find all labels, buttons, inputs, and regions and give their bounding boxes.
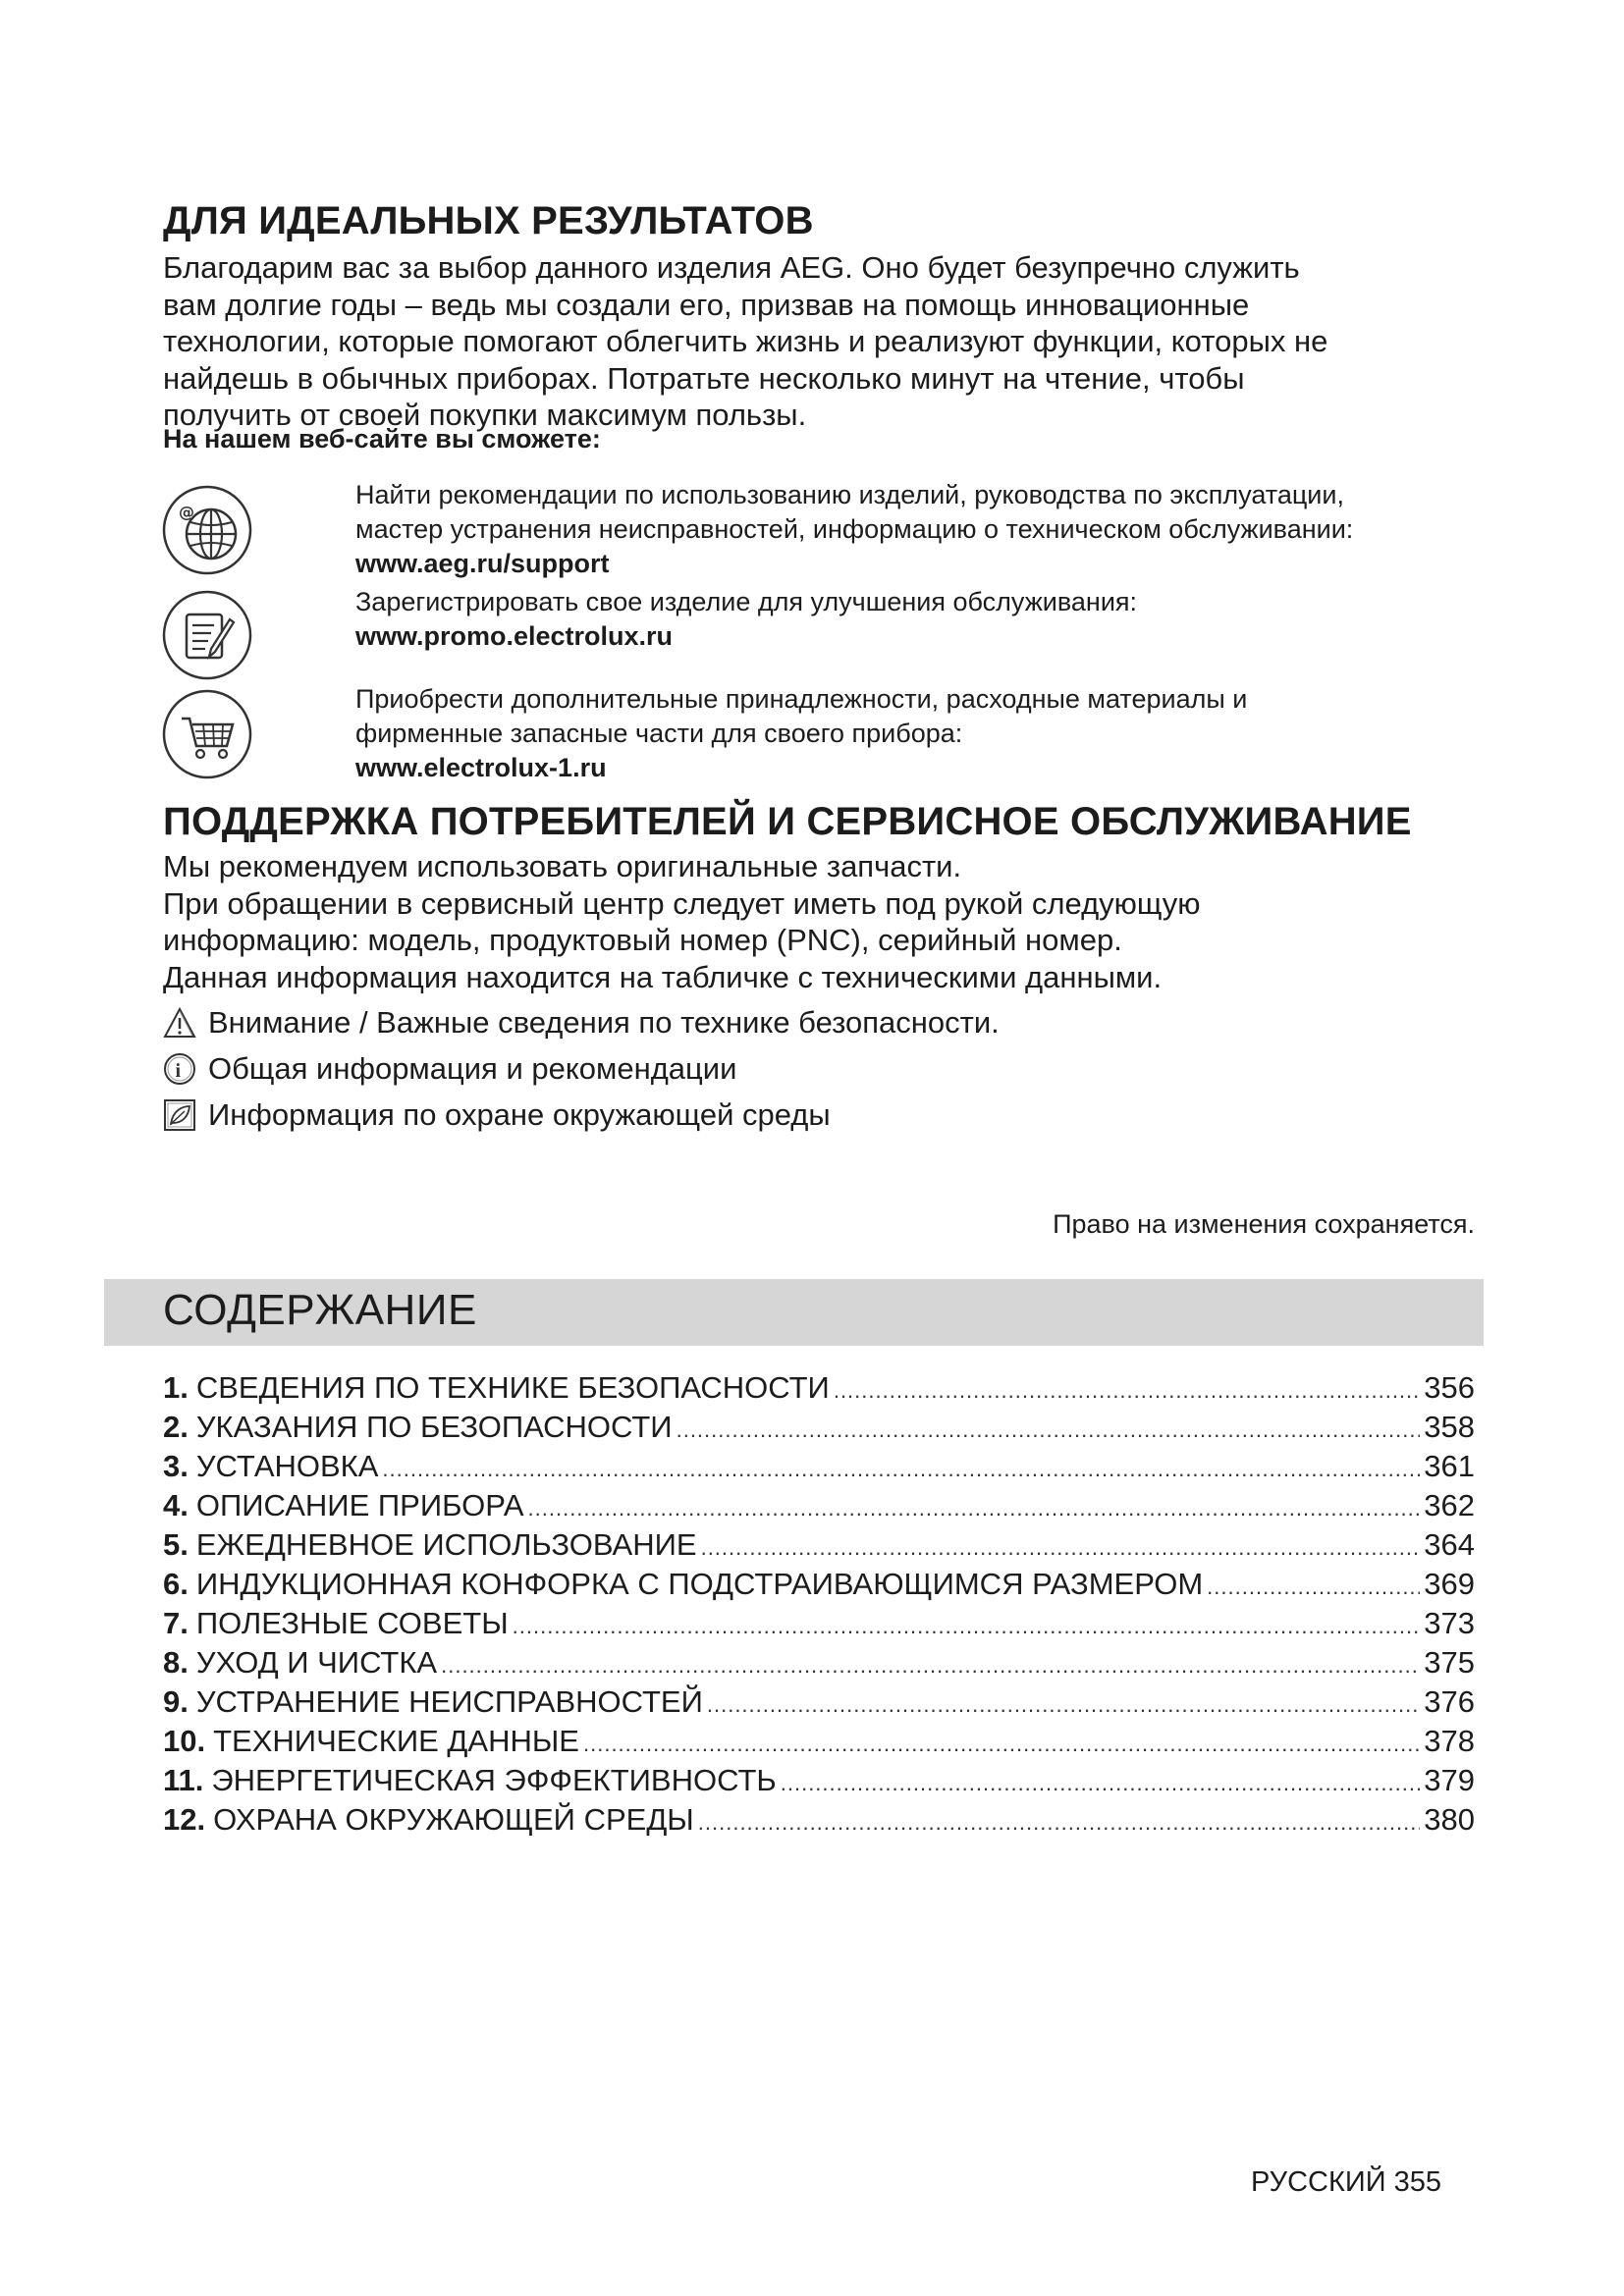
intro-line: технологии, которые помогают облегчить жизнь и реализуют функции, которых не [163,324,1328,358]
registration-form-icon [160,588,254,682]
toc-page: 362 [1424,1488,1475,1522]
toc-label: УКАЗАНИЯ ПО БЕЗОПАСНОСТИ [195,1410,673,1444]
toc-number: 1. [163,1370,189,1405]
toc-row[interactable] [163,1724,1475,1763]
toc-page: 361 [1424,1449,1475,1483]
website-item-text: Найти рекомендации по использованию изделий, руководства по эксплуатации, [355,480,1344,509]
shopping-cart-icon [160,687,254,781]
toc-row[interactable] [163,1370,1475,1410]
intro-paragraph [163,249,1327,434]
info-icon [163,1052,196,1086]
section-title-best-results: ДЛЯ ИДЕАЛЬНЫХ РЕЗУЛЬТАТОВ [163,199,814,242]
toc-row[interactable] [163,1567,1475,1606]
legend-warning-text: Внимание / Важные сведения по технике безопасности. [208,1005,1000,1040]
toc-label: ОПИСАНИЕ ПРИБОРА [195,1488,524,1522]
intro-line: вам долгие годы – ведь мы создали его, призвав на помощь инновационные [163,287,1250,322]
intro-line: Благодарим вас за выбор данного изделия AEG. Оно будет безупречно служить [163,250,1300,285]
website-item-text: фирменные запасные части для своего прибора: [355,719,963,748]
toc-label: ЕЖЕДНЕВНОЕ ИСПОЛЬЗОВАНИЕ [195,1527,697,1562]
toc-label: ПОЛЕЗНЫЕ СОВЕТЫ [195,1606,509,1640]
toc-page: 356 [1424,1370,1475,1405]
svg-text:@: @ [179,503,194,521]
toc-number: 5. [163,1527,189,1562]
page-footer: РУССКИЙ 355 [1250,2166,1441,2198]
toc-page: 358 [1424,1410,1475,1444]
toc-page: 364 [1424,1527,1475,1562]
section-title-support: ПОДДЕРЖКА ПОТРЕБИТЕЛЕЙ И СЕРВИСНОЕ ОБСЛУЖИВАНИЕ [163,800,1412,843]
website-item-text: мастер устранения неисправностей, информацию о техническом обслуживании: [355,514,1354,544]
legend-environment [163,1096,831,1134]
toc-row[interactable] [163,1802,1475,1842]
toc-label: УСТАНОВКА [195,1449,379,1483]
toc-number: 10. [163,1724,206,1758]
toc-row[interactable] [163,1763,1475,1802]
toc-label: УСТРАНЕНИЕ НЕИСПРАВНОСТЕЙ [195,1684,703,1719]
toc-number: 2. [163,1410,189,1444]
support-paragraph [163,848,1201,995]
website-item-support [355,478,1353,581]
toc-label: ИНДУКЦИОННАЯ КОНФОРКА С ПОДСТРАИВАЮЩИМСЯ РАЗМЕРОМ [195,1567,1204,1601]
toc-label: ТЕХНИЧЕСКИЕ ДАННЫЕ [213,1724,579,1758]
toc-page: 380 [1424,1802,1475,1837]
legend-info-text: Общая информация и рекомендации [208,1051,737,1086]
toc-number: 6. [163,1567,189,1601]
toc-number: 9. [163,1684,189,1719]
toc-number: 11. [163,1763,204,1797]
toc-page: 369 [1424,1567,1475,1601]
toc-number: 12. [163,1802,206,1837]
website-item-accessories [355,682,1247,785]
svg-text:i: i [175,1060,182,1082]
table-of-contents [163,1370,1475,1842]
toc-page: 376 [1424,1684,1475,1719]
warning-icon [163,1006,196,1040]
website-item-text: Приобрести дополнительные принадлежности, расходные материалы и [355,684,1248,714]
support-line: При обращении в сервисный центр следует иметь под рукой следующую [163,885,1201,921]
legend-info [163,1050,736,1088]
toc-row[interactable] [163,1488,1475,1527]
toc-label: УХОД И ЧИСТКА [195,1645,438,1680]
toc-number: 3. [163,1449,189,1483]
website-heading: На нашем веб-сайте вы сможете: [163,424,601,454]
toc-label: СВЕДЕНИЯ ПО ТЕХНИКЕ БЕЗОПАСНОСТИ [195,1370,830,1405]
leaf-icon [163,1098,196,1132]
toc-row[interactable] [163,1645,1475,1684]
website-item-text: Зарегистрировать свое изделие для улучшения обслуживания: [355,587,1138,616]
intro-line: найдешь в обычных приборах. Потратьте несколько минут на чтение, чтобы [163,360,1245,396]
toc-row[interactable] [163,1449,1475,1488]
toc-number: 7. [163,1606,189,1640]
toc-page: 378 [1424,1724,1475,1758]
support-line: Мы рекомендуем использовать оригинальные запчасти. [163,849,962,883]
toc-page: 379 [1424,1763,1475,1797]
intro-line: получить от своей покупки максимум пользы. [163,398,807,432]
toc-row[interactable] [163,1410,1475,1449]
toc-label: ЭНЕРГЕТИЧЕСКАЯ ЭФФЕКТИВНОСТЬ [211,1763,777,1797]
legend-environment-text: Информация по охране окружающей среды [208,1097,831,1132]
website-item-register [355,585,1137,654]
toc-page: 373 [1424,1606,1475,1640]
rights-reserved: Право на изменения сохраняется. [1053,1209,1475,1239]
toc-number: 8. [163,1645,189,1680]
toc-row[interactable] [163,1527,1475,1567]
toc-label: ОХРАНА ОКРУЖАЮЩЕЙ СРЕДЫ [213,1802,694,1837]
support-link[interactable]: www.aeg.ru/support [355,549,610,578]
support-line: информацию: модель, продуктовый номер (PNC), серийный номер. [163,923,1122,957]
legend-warning [163,1004,1000,1041]
toc-title: СОДЕРЖАНИЕ [163,1286,477,1334]
toc-number: 4. [163,1488,189,1522]
accessories-link[interactable]: www.electrolux-1.ru [355,753,607,782]
globe-icon [160,483,254,577]
support-line: Данная информация находится на табличке с техническими данными. [163,959,1163,994]
toc-page: 375 [1424,1645,1475,1680]
toc-row[interactable] [163,1606,1475,1645]
register-link[interactable]: www.promo.electrolux.ru [355,621,674,651]
toc-row[interactable] [163,1684,1475,1724]
